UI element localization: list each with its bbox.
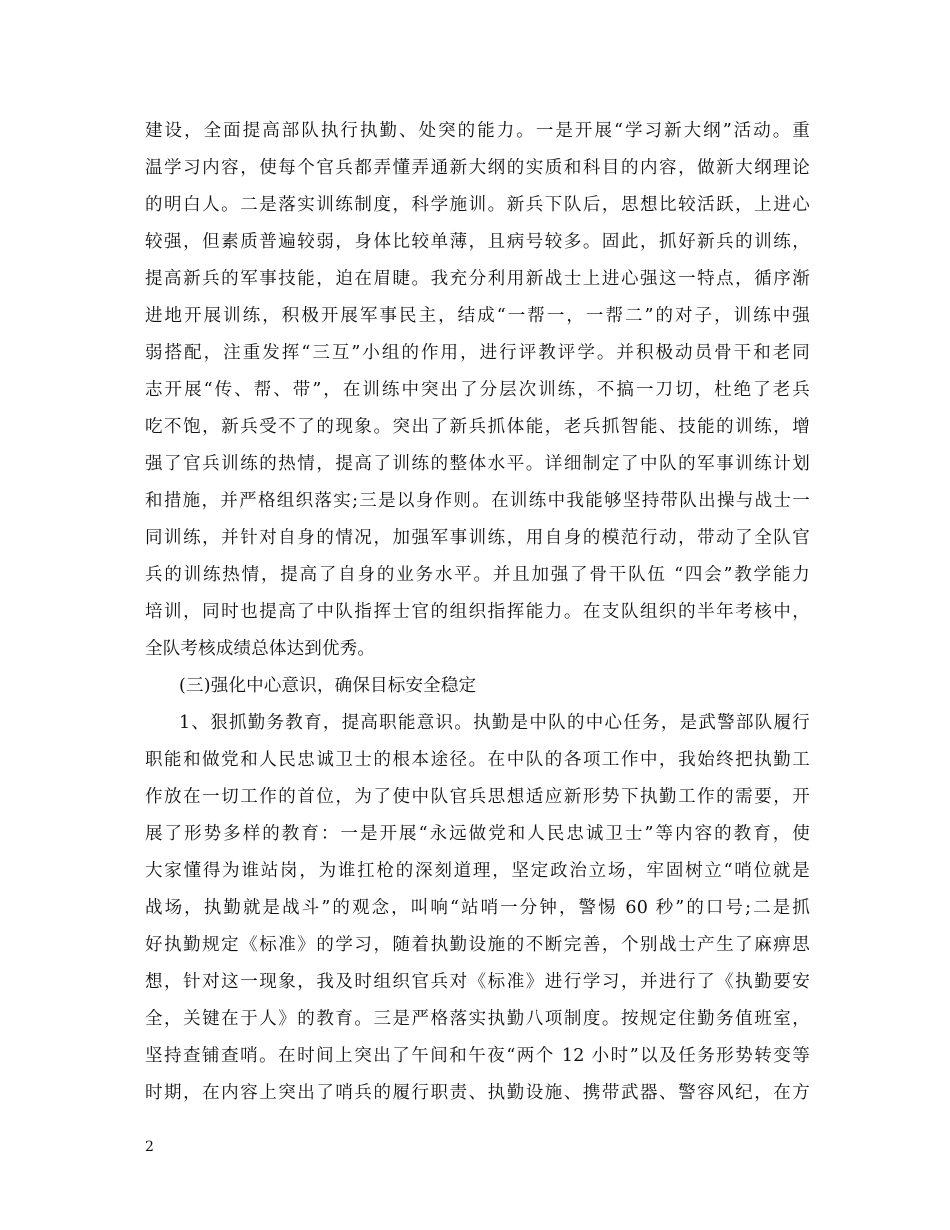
text-line: 全，关键在于人》的教育。三是严格落实执勤八项制度。按规定住勤务值班室， (145, 1009, 810, 1029)
text-line: 弱搭配，注重发挥“三互”小组的作用，进行评教评学。并积极动员骨干和老同 (145, 343, 810, 363)
text-line: 大家懂得为谁站岗，为谁扛枪的深刻道理，坚定政治立场，牢固树立“哨位就是 (145, 861, 810, 881)
text-line: 想，针对这一现象，我及时组织官兵对《标准》进行学习，并进行了《执勤要安 (145, 972, 810, 992)
document-body (145, 113, 810, 1112)
text-line: 温学习内容，使每个官兵都弄懂弄通新大纲的实质和科目的内容，做新大纲理论 (145, 158, 810, 178)
text-line: 进地开展训练，积极开展军事民主，结成“一帮一，一帮二”的对子，训练中强 (145, 306, 810, 326)
text-line: 志开展“传、帮、带”，在训练中突出了分层次训练，不搞一刀切，杜绝了老兵 (145, 380, 810, 400)
text-line: 兵的训练热情，提高了自身的业务水平。并且加强了骨干队伍 “四会”教学能力 (145, 565, 810, 585)
text-line: 强了官兵训练的热情，提高了训练的整体水平。详细制定了中队的军事训练计划 (145, 454, 810, 474)
text-line: 坚持查铺查哨。在时间上突出了午间和午夜“两个 12 小时”以及任务形势转变等 (145, 1046, 810, 1066)
text-line: 提高新兵的军事技能，迫在眉睫。我充分利用新战士上进心强这一特点，循序渐 (145, 269, 810, 289)
text-line: 作放在一切工作的首位，为了使中队官兵思想适应新形势下执勤工作的需要，开 (145, 787, 810, 807)
text-line: 时期，在内容上突出了哨兵的履行职责、执勤设施、携带武器、警容风纪，在方 (145, 1083, 810, 1103)
text-line: (三)强化中心意识，确保目标安全稳定 (179, 676, 477, 696)
text-line: 全队考核成绩总体达到优秀。 (145, 639, 376, 659)
text-line: 好执勤规定《标准》的学习，随着执勤设施的不断完善，个别战士产生了麻痹思 (145, 935, 810, 955)
text-line: 吃不饱，新兵受不了的现象。突出了新兵抓体能，老兵抓智能、技能的训练，增 (145, 417, 810, 437)
text-line: 建设，全面提高部队执行执勤、处突的能力。一是开展“学习新大纲”活动。重 (145, 121, 810, 141)
text-line: 展了形势多样的教育：一是开展“永远做党和人民忠诚卫士”等内容的教育，使 (145, 824, 810, 844)
text-line: 战场，执勤就是战斗”的观念，叫响“站哨一分钟，警惕 60 秒”的口号;二是抓 (145, 898, 810, 918)
text-line: 的明白人。二是落实训练制度，科学施训。新兵下队后，思想比较活跃，上进心 (145, 195, 810, 215)
text-line: 较强，但素质普遍较弱，身体比较单薄，且病号较多。固此，抓好新兵的训练， (145, 232, 810, 252)
page-number: 2 (145, 1139, 154, 1155)
text-line: 1、狠抓勤务教育，提高职能意识。执勤是中队的中心任务，是武警部队履行 (179, 713, 810, 733)
text-line: 和措施，并严格组织落实;三是以身作则。在训练中我能够坚持带队出操与战士一 (145, 491, 810, 511)
text-line: 同训练，并针对自身的情况，加强军事训练，用自身的模范行动，带动了全队官 (145, 528, 810, 548)
text-line: 职能和做党和人民忠诚卫士的根本途径。在中队的各项工作中，我始终把执勤工 (145, 750, 810, 770)
text-line: 培训，同时也提高了中队指挥士官的组织指挥能力。在支队组织的半年考核中， (145, 602, 810, 622)
